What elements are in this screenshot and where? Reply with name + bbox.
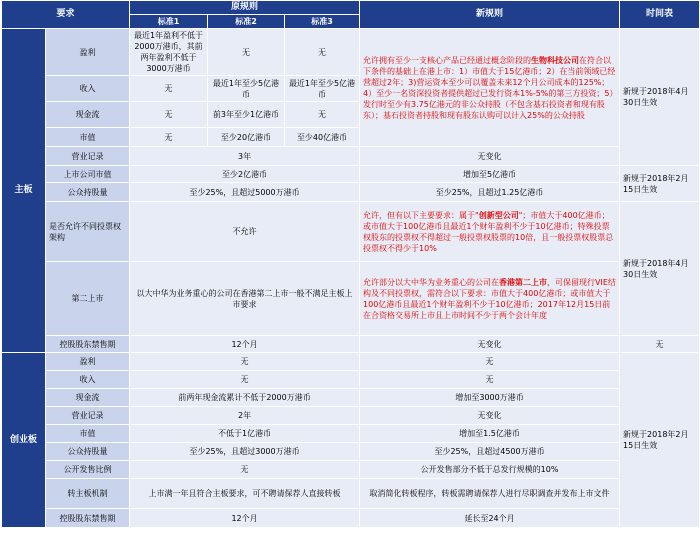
new-rule-secondary-p1: 允许部分以大中华为业务重心的公司在 [363, 277, 500, 287]
new-rule-biotech-p2: 在符合以下条件的基础上在港上市：1）市值大于15亿港币；2）在当前领域已经营超过2年；3)营运资本至少可以覆盖未来12个月公司成本的125%；4）至少一名资深投资者提供超过已发行资本1%-5%的第三方投资；5）发行时至少有3.75亿港元的非公众持股（不包含基石投资者和现有股东）；基石投资者持股和现有股东认购可以计入25%的公众持股 [363, 55, 616, 120]
table-row [2, 202, 700, 262]
new-rule-wvr [360, 202, 620, 262]
new-rule-secondary-p2: ，可保留现行VIE结构及不同投票权，需符合以下要求：市值大于400亿港币；或市值大于100亿港币且最近1个财年盈利不少于10亿港币；2017年12月15日前在合资格交易所上市且上市时间不少于两个会计年度 [363, 277, 616, 320]
gem-label-ipo-ratio: 公开发售比例 [46, 461, 130, 479]
header-timeline: 时间表 [620, 1, 700, 29]
header-new-rules: 新规则 [360, 1, 620, 29]
table-row [2, 461, 700, 479]
gem-lockup-new: 延长至24个月 [360, 509, 620, 528]
gem-label-profit: 盈利 [46, 353, 130, 371]
rules-comparison-table [1, 0, 700, 528]
cell-lockup-old: 12个月 [130, 336, 360, 353]
section-main-board: 主板 [2, 29, 46, 353]
table-row [2, 262, 700, 336]
gem-label-lockup: 控股股东禁售期 [46, 509, 130, 528]
table-row [2, 183, 700, 202]
gem-market-cap-new: 增加至1.5亿港币 [360, 425, 620, 443]
row-label-operating-record: 营业记录 [46, 147, 130, 166]
timeline-gem: 新规于2018年2月15日生效 [620, 353, 700, 528]
gem-label-revenue: 收入 [46, 371, 130, 389]
gem-transfer-old: 上市满一年且符合主板要求，可不聘请保荐人直接转板 [130, 479, 360, 509]
timeline-main-2: 新规于2018年2月15日生效 [620, 166, 700, 202]
new-rule-biotech-highlight: 生物科技公司 [531, 55, 580, 65]
cell-lockup-timeline: 无 [620, 336, 700, 353]
new-rule-secondary-highlight: 香港第二上市 [499, 277, 548, 287]
row-label-profit: 盈利 [46, 29, 130, 76]
header-standard-3: 标准3 [285, 15, 360, 29]
cell-cashflow-s2: 前3年至少1亿港币 [208, 102, 285, 128]
header-requirement: 要求 [2, 1, 130, 29]
new-rule-wvr-p2: "；市值大于400亿港币；或市值大于100亿港币且最近1个财年盈利不少于10亿港币；特殊投票权股东的投票权不得超过一般投票权股票的10倍，且一般投票权股票总投票权不得少于10% [363, 210, 614, 253]
table-row [2, 389, 700, 407]
gem-transfer-new: 取消简化转板程序，转板需聘请保荐人进行尽职调查并发布上市文件 [360, 479, 620, 509]
table-row [2, 509, 700, 528]
cell-market-cap-s2: 至少20亿港币 [208, 128, 285, 147]
header-old-rules: 原规则 [130, 1, 360, 15]
table-row [2, 425, 700, 443]
new-rule-biotech-p1: 允许拥有至少一支核心产品已经通过概念阶段的 [363, 55, 532, 65]
table-row [2, 29, 700, 76]
gem-operating-record-old: 2年 [130, 407, 360, 425]
cell-profit-s3: 无 [285, 29, 360, 76]
timeline-main-3: 新规于2018年4月30日生效 [620, 202, 700, 336]
table-row [2, 166, 700, 183]
gem-revenue-new: 无 [360, 371, 620, 389]
gem-cashflow-old: 前两年现金流累计不低于2000万港币 [130, 389, 360, 407]
gem-label-operating-record: 营业记录 [46, 407, 130, 425]
cell-profit-s2: 无 [208, 29, 285, 76]
section-gem-board: 创业板 [2, 353, 46, 528]
cell-profit-s1: 最近1年盈利不低于2000万港币，其前两年盈利不低于3000万港币 [130, 29, 208, 76]
table-row [2, 371, 700, 389]
gem-ipo-ratio-old: 无 [130, 461, 360, 479]
cell-weighted-voting-old: 不允许 [130, 202, 360, 262]
table-row [2, 147, 700, 166]
new-rule-biotech [360, 29, 620, 147]
gem-label-market-cap: 市值 [46, 425, 130, 443]
header-standard-2: 标准2 [208, 15, 285, 29]
gem-public-float-new: 至少25%，且超过4500万港币 [360, 443, 620, 461]
cell-listed-market-cap-new: 增加至5亿港币 [360, 166, 620, 183]
table-row [2, 479, 700, 509]
cell-revenue-s3: 最近1年至少5亿港币 [285, 76, 360, 102]
table-row [2, 353, 700, 371]
cell-revenue-s1: 无 [130, 76, 208, 102]
gem-lockup-old: 12个月 [130, 509, 360, 528]
row-label-market-cap: 市值 [46, 128, 130, 147]
row-label-public-float: 公众持股量 [46, 183, 130, 202]
gem-label-public-float: 公众持股量 [46, 443, 130, 461]
new-rule-wvr-p1: 允许，但有以下主要要求：属于" [363, 210, 479, 220]
cell-listed-market-cap-old: 至少2亿港币 [130, 166, 360, 183]
cell-cashflow-s3: 无 [285, 102, 360, 128]
gem-profit-new: 无 [360, 353, 620, 371]
gem-operating-record-new: 无变化 [360, 407, 620, 425]
cell-revenue-s2: 最近1年至少5亿港币 [208, 76, 285, 102]
header-standard-1: 标准1 [130, 15, 208, 29]
cell-cashflow-s1: 无 [130, 102, 208, 128]
cell-secondary-listing-old: 以大中华为业务重心的公司在香港第二上市一般不满足主板上市要求 [130, 262, 360, 336]
timeline-main-1: 新规于2018年4月30日生效 [620, 29, 700, 166]
gem-revenue-old: 无 [130, 371, 360, 389]
row-label-secondary-listing: 第二上市 [46, 262, 130, 336]
gem-label-cashflow: 现金流 [46, 389, 130, 407]
cell-market-cap-s1: 无 [130, 128, 208, 147]
cell-lockup-new: 无变化 [360, 336, 620, 353]
gem-profit-old: 无 [130, 353, 360, 371]
cell-operating-record-old: 3年 [130, 147, 360, 166]
table-row [2, 407, 700, 425]
cell-public-float-old: 至少25%，且超过5000万港币 [130, 183, 360, 202]
gem-cashflow-new: 增加至3000万港币 [360, 389, 620, 407]
new-rule-wvr-highlight: 创新型公司 [478, 210, 519, 220]
row-label-revenue: 收入 [46, 76, 130, 102]
row-label-listed-market-cap: 上市公司市值 [46, 166, 130, 183]
gem-market-cap-old: 不低于1亿港币 [130, 425, 360, 443]
table-row [2, 443, 700, 461]
gem-label-transfer: 转主板机制 [46, 479, 130, 509]
cell-operating-record-new: 无变化 [360, 147, 620, 166]
gem-public-float-old: 至少25%，且超过3000万港币 [130, 443, 360, 461]
row-label-cashflow: 现金流 [46, 102, 130, 128]
cell-public-float-new: 至少25%，且超过1.25亿港币 [360, 183, 620, 202]
row-label-weighted-voting: 是否允许不同投票权架构 [46, 202, 130, 262]
cell-market-cap-s3: 至少40亿港币 [285, 128, 360, 147]
gem-ipo-ratio-new: 公开发售部分不低于总发行规模的10% [360, 461, 620, 479]
new-rule-secondary [360, 262, 620, 336]
row-label-lockup: 控股股东禁售期 [46, 336, 130, 353]
table-row [2, 336, 700, 353]
